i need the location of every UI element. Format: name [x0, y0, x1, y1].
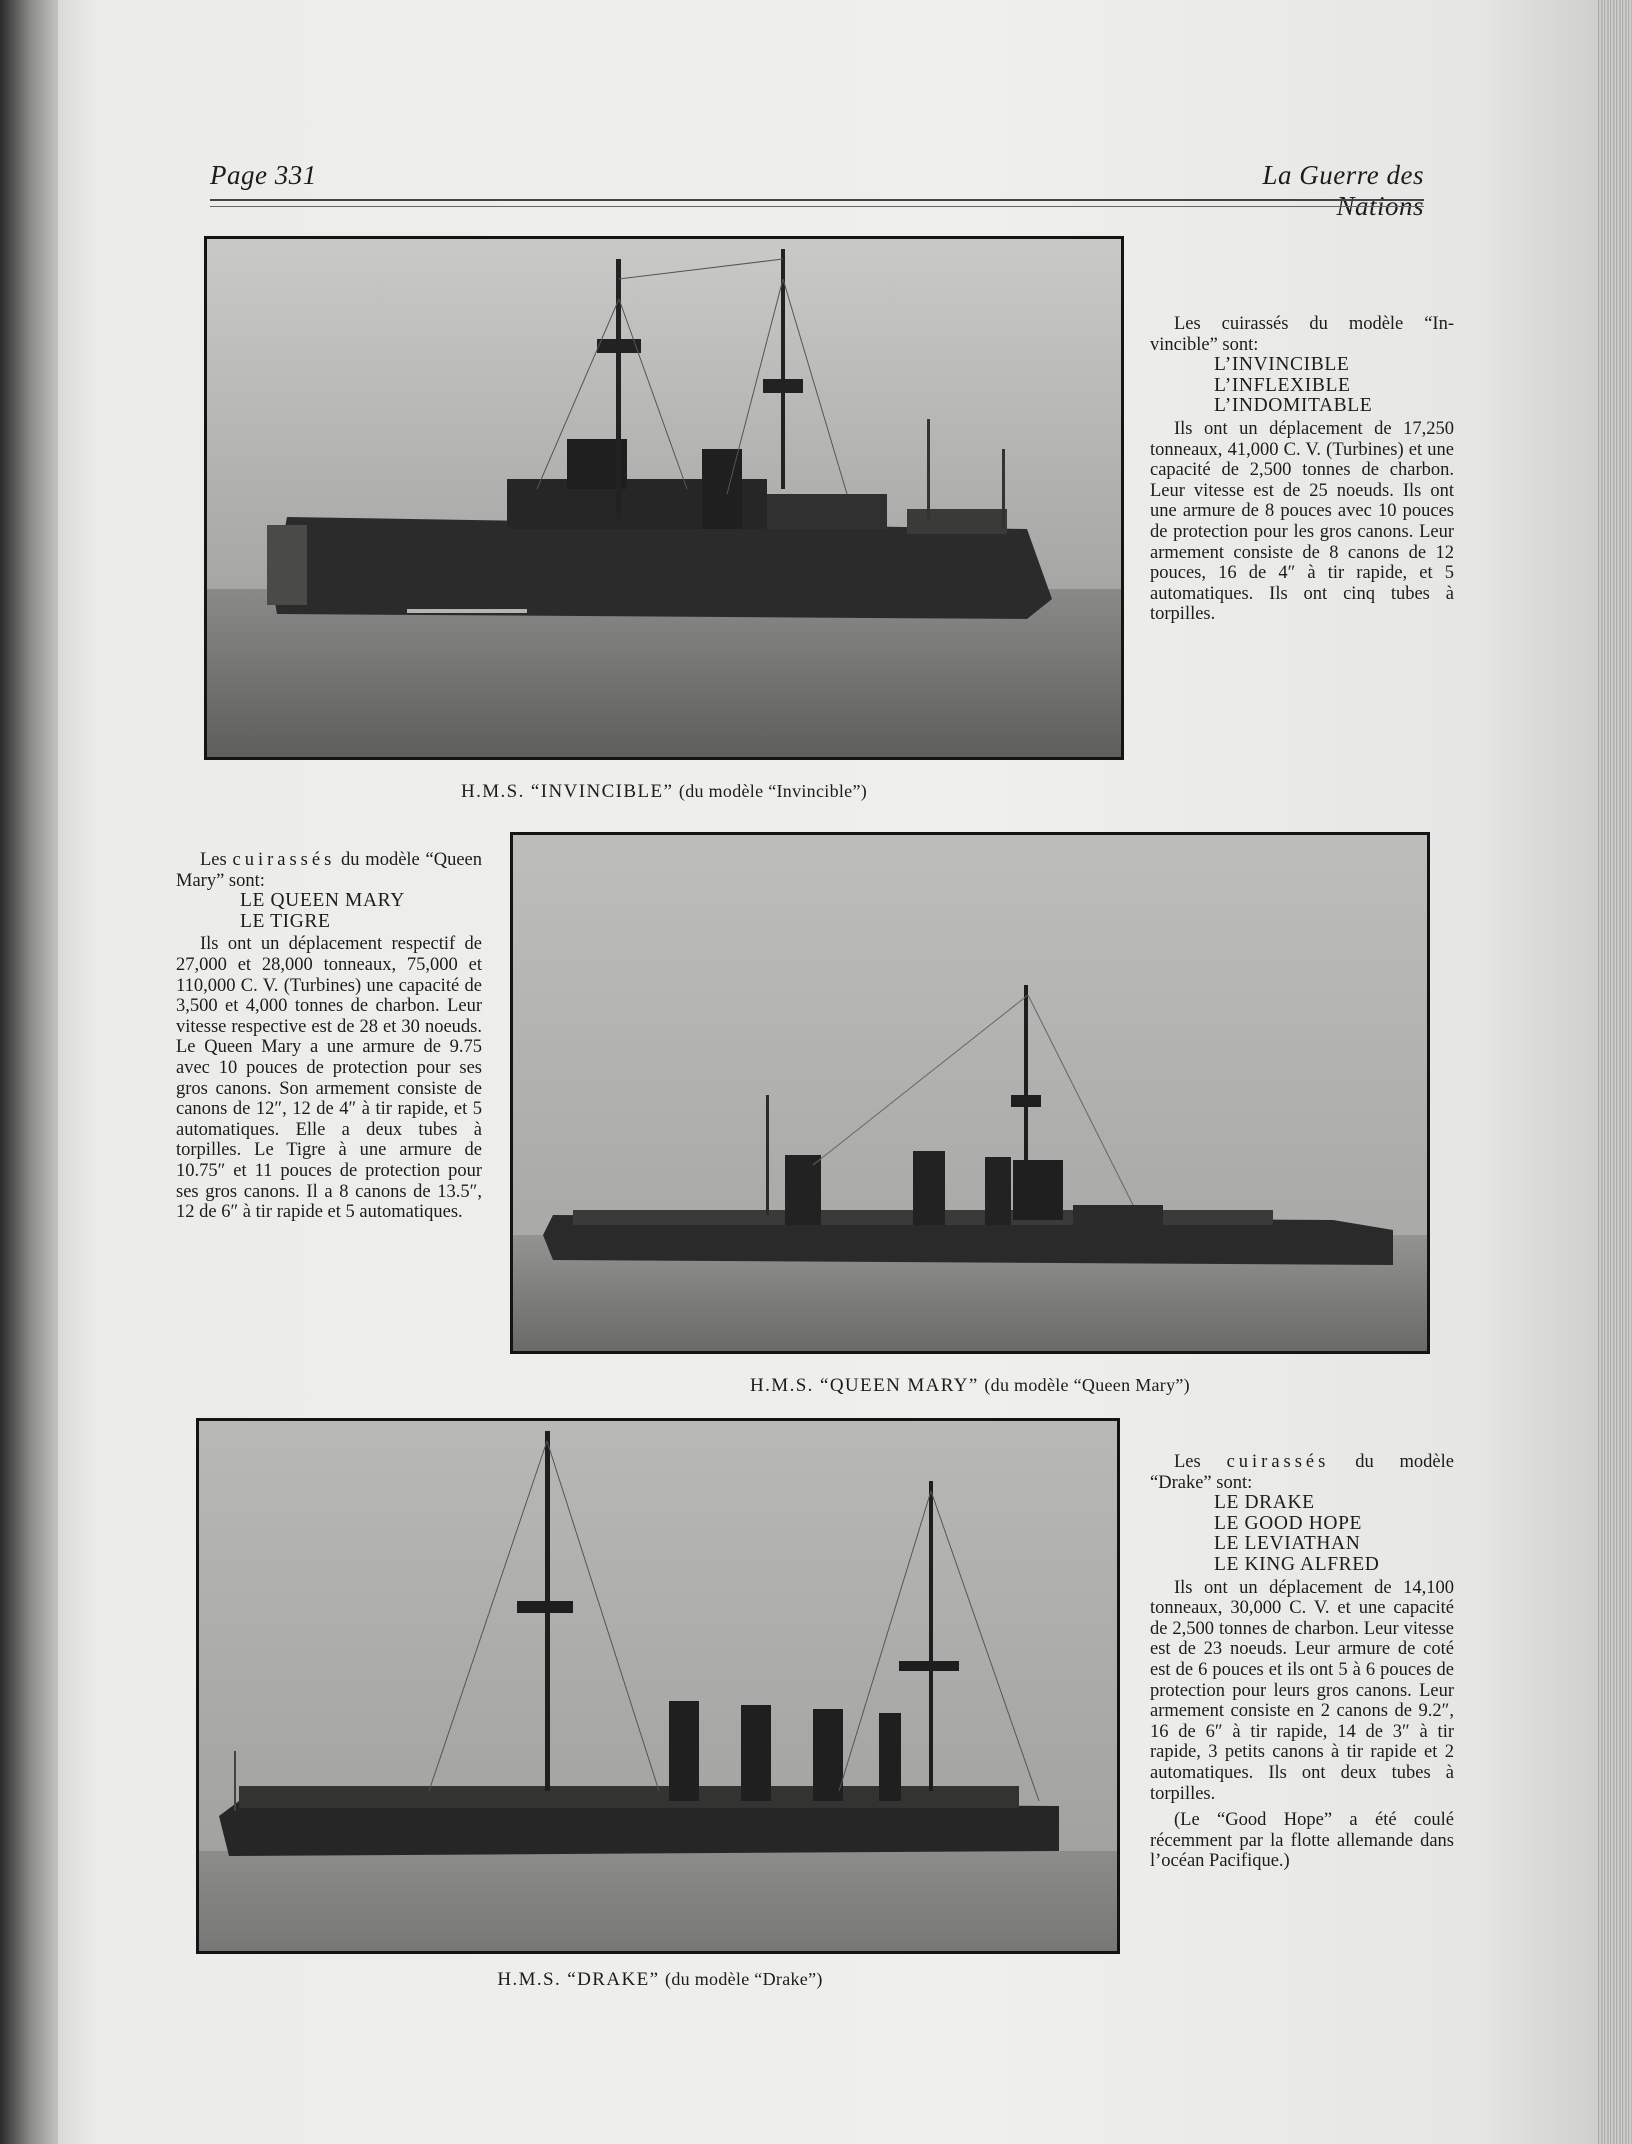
- text-invincible: [1150, 314, 1454, 625]
- ship-photo-drake: [199, 1421, 1117, 1951]
- ship-name: L’INDOMITABLE: [1214, 395, 1373, 417]
- intro-rest: du modèle “Queen Mary” sont:: [176, 850, 483, 891]
- header-rule: [210, 199, 1424, 201]
- ship-list: [1214, 1493, 1454, 1575]
- ship-name: LE QUEEN MARY: [240, 890, 405, 912]
- body-text: Ils ont un déplacement de 14,100 tonneaux, 30,000 C. V. et une capacité de 2,500 tonnes de charbon. Leur vitesse est de 23 noeuds. Leur armure de coté est de 6 pouces et ils ont 5 à 6 pouces de protection pour leurs gros canons. Leur armement consiste en 2 canons de 9.2″, 16 de 6″ à tir rapide, 14 de 3″ à tir rapide, 3 petits canons à tir rapide et 2 automatiques. Ils ont deux tubes à torpilles.: [1150, 1577, 1454, 1804]
- page-number: Page 331: [210, 160, 317, 190]
- caption-drake: [440, 1968, 880, 1991]
- ship-name: LE KING ALFRED: [1214, 1553, 1380, 1575]
- ship-name: LE TIGRE: [240, 910, 331, 932]
- caption-invincible: [404, 780, 924, 803]
- ship-name: LE LEVIATHAN: [1214, 1533, 1361, 1555]
- ship-list: [240, 891, 482, 932]
- photo-invincible: [204, 236, 1124, 760]
- intro-text: [1150, 1452, 1454, 1493]
- header-rule-thin: [210, 206, 1424, 207]
- intro-text: [176, 850, 482, 891]
- ship-name: L’INVINCIBLE: [1214, 354, 1350, 376]
- intro-lead: Les: [1174, 1452, 1201, 1472]
- intro-rest: du modèle “Drake” sont:: [1150, 1452, 1454, 1493]
- photo-queen-mary: [510, 832, 1430, 1354]
- ship-list: [1214, 355, 1454, 417]
- caption-queen-mary: [690, 1374, 1250, 1397]
- ship-name: LE DRAKE: [1214, 1492, 1315, 1514]
- ship-name: L’INFLEXIBLE: [1214, 374, 1351, 396]
- caption-ship-name: H.M.S. “INVINCIBLE”: [460, 781, 674, 802]
- ship-name: LE GOOD HOPE: [1214, 1512, 1363, 1534]
- intro-text: Les cuirassés du modèle “In-vincible” sont:: [1150, 314, 1454, 355]
- intro-spaced-word: cuirassés: [232, 850, 336, 870]
- caption-model: (du modèle “Drake”): [665, 1969, 823, 1989]
- photo-drake: [196, 1418, 1120, 1954]
- intro-lead: Les: [200, 850, 227, 870]
- note-text: (Le “Good Hope” a été coulé récemment par la flotte allemande dans l’océan Pacifique.): [1150, 1810, 1454, 1872]
- body-text: Ils ont un déplacement respectif de 27,000 et 28,000 tonneaux, 75,000 et 110,000 C. V. (Turbines) une capacité de 3,500 et 4,000 tonnes de charbon. Leur vitesse respective est de 28 et 30 noeuds. Le Queen Mary a une armure de 9.75 avec 10 pouces de protection pour ses gros canons. Son armement consiste de canons de 12″, 12 de 4″ à tir rapide, et 5 automatiques. Elle a deux tubes à torpilles. Le Tigre à une armure de 10.75″ et 11 pouces de protection pour ses gros canons. Il a 8 canons de 13.5″, 12 de 6″ à tir rapide et 5 automatiques.: [176, 934, 482, 1223]
- caption-ship-name: H.M.S. “DRAKE”: [497, 1969, 660, 1990]
- page-edges: [1598, 0, 1632, 2144]
- ship-photo-queen-mary: [513, 835, 1427, 1351]
- journal-title: La Guerre des Nations: [1262, 160, 1424, 221]
- text-queen-mary: [176, 850, 482, 1223]
- caption-model: (du modèle “Invincible”): [678, 781, 868, 801]
- text-drake: [1150, 1452, 1454, 1872]
- caption-ship-name: H.M.S. “QUEEN MARY”: [750, 1375, 979, 1396]
- intro-spaced-word: cuirassés: [1226, 1452, 1330, 1472]
- caption-model: (du modèle “Queen Mary”): [984, 1375, 1190, 1395]
- ship-photo-invincible: [207, 239, 1121, 757]
- body-text: Ils ont un déplacement de 17,250 tonneaux, 41,000 C. V. (Turbines) et une capacité de 2,500 tonnes de charbon. Leur vitesse est de 25 noeuds. Ils ont une armure de 8 pouces avec 10 pouces de protection pour les gros canons. Leur armement consiste de 8 canons de 12 pouces, 16 de 4″ à tir rapide, et 5 automatiques. Ils ont cinq tubes à torpilles.: [1150, 418, 1454, 625]
